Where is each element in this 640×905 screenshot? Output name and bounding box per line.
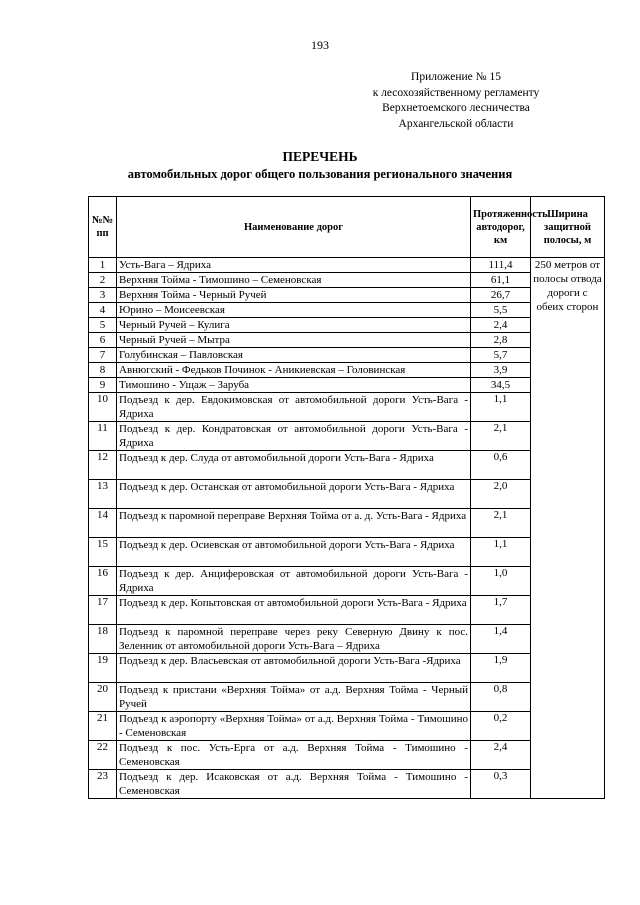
row-number: 12 bbox=[89, 451, 117, 480]
row-number: 14 bbox=[89, 509, 117, 538]
road-name: Юрино – Моисеевская bbox=[117, 303, 471, 318]
document-title: ПЕРЕЧЕНЬ bbox=[282, 149, 358, 164]
appendix-line: Архангельской области bbox=[398, 117, 514, 130]
road-length: 1,1 bbox=[471, 393, 531, 422]
road-length: 61,1 bbox=[471, 273, 531, 288]
row-number: 10 bbox=[89, 393, 117, 422]
row-number: 4 bbox=[89, 303, 117, 318]
road-length: 0,6 bbox=[471, 451, 531, 480]
document-subtitle: автомобильных дорог общего пользования регионального значения bbox=[127, 167, 513, 181]
header-name: Наименование дорог bbox=[117, 197, 471, 258]
row-number: 8 bbox=[89, 363, 117, 378]
road-length: 1,0 bbox=[471, 567, 531, 596]
road-name: Тимошино - Ущаж – Заруба bbox=[117, 378, 471, 393]
table-row bbox=[89, 654, 605, 683]
road-length: 2,1 bbox=[471, 422, 531, 451]
road-length: 2,4 bbox=[471, 741, 531, 770]
road-name: Подъезд к паромной переправе через реку Северную Двину к пос. Зеленник от автомобильной дороги Усть-Вага – Ядриха bbox=[117, 625, 471, 654]
table-row bbox=[89, 303, 605, 318]
road-length: 111,4 bbox=[471, 258, 531, 273]
road-name: Подъезд к дер. Исаковская от а.д. Верхняя Тойма - Тимошино - Семеновская bbox=[117, 770, 471, 799]
table-row bbox=[89, 509, 605, 538]
road-name: Подъезд к пристани «Верхняя Тойма» от а.д. Верхняя Тойма - Черный Ручей bbox=[117, 683, 471, 712]
row-number: 11 bbox=[89, 422, 117, 451]
road-name: Подъезд к дер. Осиевская от автомобильной дороги Усть-Вага - Ядриха bbox=[117, 538, 471, 567]
road-length: 2,8 bbox=[471, 333, 531, 348]
road-name: Подъезд к дер. Копытовская от автомобильной дороги Усть-Вага - Ядриха bbox=[117, 596, 471, 625]
row-number: 19 bbox=[89, 654, 117, 683]
row-number: 3 bbox=[89, 288, 117, 303]
roads-table bbox=[88, 196, 605, 799]
table-row bbox=[89, 712, 605, 741]
table-row bbox=[89, 378, 605, 393]
road-name: Подъезд к дер. Власьевская от автомобильной дороги Усть-Вага -Ядриха bbox=[117, 654, 471, 683]
table-row bbox=[89, 363, 605, 378]
header-length: Протяженность автодорог, км bbox=[471, 197, 531, 258]
row-number: 17 bbox=[89, 596, 117, 625]
row-number: 6 bbox=[89, 333, 117, 348]
row-number: 7 bbox=[89, 348, 117, 363]
header-width: Ширина защитной полосы, м bbox=[531, 197, 605, 258]
road-name: Подъезд к аэропорту «Верхняя Тойма» от а.д. Верхняя Тойма - Тимошино - Семеновская bbox=[117, 712, 471, 741]
table-row bbox=[89, 393, 605, 422]
road-name: Подъезд к дер. Останская от автомобильной дороги Усть-Вага - Ядриха bbox=[117, 480, 471, 509]
protection-width: 250 метров от полосы отвода дороги с обеих сторон bbox=[531, 258, 605, 799]
road-name: Голубинская – Павловская bbox=[117, 348, 471, 363]
road-name: Подъезд к пос. Усть-Ерга от а.д. Верхняя Тойма - Тимошино - Семеновская bbox=[117, 741, 471, 770]
road-length: 26,7 bbox=[471, 288, 531, 303]
row-number: 5 bbox=[89, 318, 117, 333]
table-body bbox=[89, 258, 605, 799]
table-row bbox=[89, 480, 605, 509]
table-row bbox=[89, 741, 605, 770]
road-name: Подъезд к дер. Кондратовская от автомобильной дороги Усть-Вага - Ядриха bbox=[117, 422, 471, 451]
table-row bbox=[89, 770, 605, 799]
road-length: 1,9 bbox=[471, 654, 531, 683]
page-number: 193 bbox=[311, 38, 329, 52]
appendix-line: к лесохозяйственному регламенту bbox=[372, 86, 540, 99]
road-name: Черный Ручей – Мытра bbox=[117, 333, 471, 348]
road-name: Усть-Вага – Ядриха bbox=[117, 258, 471, 273]
row-number: 22 bbox=[89, 741, 117, 770]
row-number: 20 bbox=[89, 683, 117, 712]
table-row bbox=[89, 625, 605, 654]
header-num: №№ пп bbox=[89, 197, 117, 258]
table-row bbox=[89, 288, 605, 303]
row-number: 9 bbox=[89, 378, 117, 393]
road-name: Подъезд к дер. Анциферовская от автомобильной дороги Усть-Вага - Ядриха bbox=[117, 567, 471, 596]
table-row bbox=[89, 273, 605, 288]
road-name: Верхняя Тойма - Тимошино – Семеновская bbox=[117, 273, 471, 288]
road-name: Подъезд к паромной переправе Верхняя Тойма от а. д. Усть-Вага - Ядриха bbox=[117, 509, 471, 538]
road-name: Авнюгский - Федьков Починок - Аникиевская – Головинская bbox=[117, 363, 471, 378]
road-length: 1,4 bbox=[471, 625, 531, 654]
table-row bbox=[89, 683, 605, 712]
row-number: 21 bbox=[89, 712, 117, 741]
table-row bbox=[89, 538, 605, 567]
table-row bbox=[89, 422, 605, 451]
table-row bbox=[89, 348, 605, 363]
road-length: 5,7 bbox=[471, 348, 531, 363]
road-length: 2,0 bbox=[471, 480, 531, 509]
road-length: 34,5 bbox=[471, 378, 531, 393]
row-number: 1 bbox=[89, 258, 117, 273]
road-length: 3,9 bbox=[471, 363, 531, 378]
appendix-header bbox=[336, 70, 576, 132]
road-length: 1,7 bbox=[471, 596, 531, 625]
road-length: 0,2 bbox=[471, 712, 531, 741]
appendix-line: Приложение № 15 bbox=[411, 71, 501, 83]
appendix-line: Верхнетоемского лесничества bbox=[382, 102, 530, 114]
table-row bbox=[89, 333, 605, 348]
road-name: Подъезд к дер. Слуда от автомобильной дороги Усть-Вага - Ядриха bbox=[117, 451, 471, 480]
row-number: 15 bbox=[89, 538, 117, 567]
road-name: Подъезд к дер. Евдокимовская от автомобильной дороги Усть-Вага - Ядриха bbox=[117, 393, 471, 422]
road-length: 2,4 bbox=[471, 318, 531, 333]
road-name: Верхняя Тойма - Черный Ручей bbox=[117, 288, 471, 303]
table-row bbox=[89, 258, 605, 273]
road-length: 0,8 bbox=[471, 683, 531, 712]
row-number: 2 bbox=[89, 273, 117, 288]
road-length: 1,1 bbox=[471, 538, 531, 567]
table-row bbox=[89, 567, 605, 596]
row-number: 18 bbox=[89, 625, 117, 654]
road-length: 2,1 bbox=[471, 509, 531, 538]
road-length: 0,3 bbox=[471, 770, 531, 799]
row-number: 16 bbox=[89, 567, 117, 596]
road-name: Черный Ручей – Кулига bbox=[117, 318, 471, 333]
row-number: 23 bbox=[89, 770, 117, 799]
table-header-row bbox=[89, 197, 605, 258]
table-row bbox=[89, 451, 605, 480]
row-number: 13 bbox=[89, 480, 117, 509]
table-row bbox=[89, 596, 605, 625]
road-length: 5,5 bbox=[471, 303, 531, 318]
table-row bbox=[89, 318, 605, 333]
